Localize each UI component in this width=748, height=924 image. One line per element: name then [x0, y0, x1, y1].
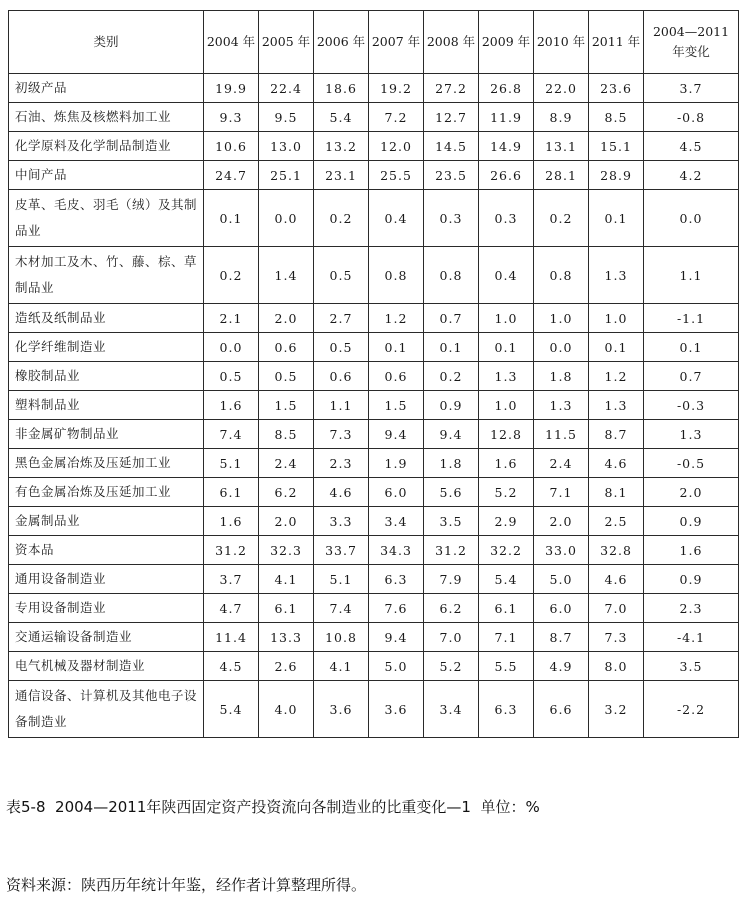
row-value: 34.3 — [369, 536, 424, 565]
row-change: 0.1 — [644, 333, 739, 362]
row-value: 0.2 — [534, 190, 589, 247]
row-change: 0.0 — [644, 190, 739, 247]
row-value: 26.8 — [479, 74, 534, 103]
row-value: 3.2 — [589, 681, 644, 738]
row-value: 7.4 — [314, 594, 369, 623]
row-change: 0.7 — [644, 362, 739, 391]
row-value: 6.3 — [479, 681, 534, 738]
row-category: 黑色金属冶炼及压延加工业 — [9, 449, 204, 478]
row-value: 4.6 — [589, 449, 644, 478]
row-change: -1.1 — [644, 304, 739, 333]
row-value: 6.3 — [369, 565, 424, 594]
row-value: 5.6 — [424, 478, 479, 507]
row-value: 23.6 — [589, 74, 644, 103]
row-value: 3.4 — [424, 681, 479, 738]
table-row — [9, 478, 739, 507]
row-value: 7.3 — [589, 623, 644, 652]
row-value: 7.6 — [369, 594, 424, 623]
row-value: 24.7 — [204, 161, 259, 190]
row-value: 32.8 — [589, 536, 644, 565]
table-row — [9, 74, 739, 103]
table-row — [9, 333, 739, 362]
row-value: 6.0 — [369, 478, 424, 507]
table-row — [9, 449, 739, 478]
header-year: 2010 年 — [534, 11, 589, 74]
row-value: 0.1 — [424, 333, 479, 362]
row-value: 14.5 — [424, 132, 479, 161]
row-change: 2.0 — [644, 478, 739, 507]
row-value: 5.2 — [424, 652, 479, 681]
row-value: 12.7 — [424, 103, 479, 132]
table-row — [9, 681, 739, 738]
row-value: 2.7 — [314, 304, 369, 333]
row-value: 0.6 — [314, 362, 369, 391]
row-change: -0.8 — [644, 103, 739, 132]
row-change: -4.1 — [644, 623, 739, 652]
header-year: 2004 年 — [204, 11, 259, 74]
row-value: 22.4 — [259, 74, 314, 103]
row-value: 3.6 — [369, 681, 424, 738]
row-category: 金属制品业 — [9, 507, 204, 536]
row-value: 1.9 — [369, 449, 424, 478]
row-value: 2.1 — [204, 304, 259, 333]
row-value: 32.2 — [479, 536, 534, 565]
row-value: 8.9 — [534, 103, 589, 132]
row-category: 资本品 — [9, 536, 204, 565]
row-value: 6.1 — [204, 478, 259, 507]
row-value: 0.7 — [424, 304, 479, 333]
row-value: 1.8 — [534, 362, 589, 391]
row-value: 9.3 — [204, 103, 259, 132]
row-value: 0.6 — [369, 362, 424, 391]
header-category: 类别 — [9, 11, 204, 74]
row-value: 28.9 — [589, 161, 644, 190]
row-value: 4.1 — [314, 652, 369, 681]
row-value: 5.4 — [479, 565, 534, 594]
row-change: -0.3 — [644, 391, 739, 420]
row-value: 6.0 — [534, 594, 589, 623]
row-value: 7.0 — [424, 623, 479, 652]
row-value: 1.6 — [204, 507, 259, 536]
row-value: 0.0 — [204, 333, 259, 362]
row-value: 0.2 — [314, 190, 369, 247]
table-row — [9, 623, 739, 652]
row-category: 石油、炼焦及核燃料加工业 — [9, 103, 204, 132]
row-value: 7.4 — [204, 420, 259, 449]
row-value: 4.0 — [259, 681, 314, 738]
row-category: 木材加工及木、竹、藤、棕、草制品业 — [9, 247, 204, 304]
row-value: 1.6 — [204, 391, 259, 420]
row-value: 5.0 — [534, 565, 589, 594]
row-value: 2.5 — [589, 507, 644, 536]
row-value: 4.6 — [589, 565, 644, 594]
row-value: 11.4 — [204, 623, 259, 652]
row-value: 5.4 — [204, 681, 259, 738]
row-value: 7.9 — [424, 565, 479, 594]
row-value: 32.3 — [259, 536, 314, 565]
table-row — [9, 304, 739, 333]
row-value: 3.6 — [314, 681, 369, 738]
row-change: 3.7 — [644, 74, 739, 103]
row-value: 12.0 — [369, 132, 424, 161]
row-value: 4.5 — [204, 652, 259, 681]
table-row — [9, 103, 739, 132]
header-year: 2008 年 — [424, 11, 479, 74]
table-row — [9, 536, 739, 565]
row-value: 8.0 — [589, 652, 644, 681]
row-value: 6.6 — [534, 681, 589, 738]
table-row — [9, 161, 739, 190]
row-value: 5.2 — [479, 478, 534, 507]
row-category: 塑料制品业 — [9, 391, 204, 420]
table-row — [9, 507, 739, 536]
caption-source: 资料来源：陕西历年统计年鉴，经作者计算整理所得。 — [6, 876, 367, 894]
row-value: 1.0 — [479, 391, 534, 420]
row-value: 7.0 — [589, 594, 644, 623]
row-value: 10.8 — [314, 623, 369, 652]
row-value: 1.0 — [589, 304, 644, 333]
row-value: 1.3 — [479, 362, 534, 391]
header-year: 2007 年 — [369, 11, 424, 74]
row-value: 9.5 — [259, 103, 314, 132]
row-value: 2.3 — [314, 449, 369, 478]
row-value: 5.4 — [314, 103, 369, 132]
row-value: 8.7 — [589, 420, 644, 449]
row-value: 4.1 — [259, 565, 314, 594]
row-value: 0.4 — [479, 247, 534, 304]
row-value: 11.9 — [479, 103, 534, 132]
row-value: 0.1 — [479, 333, 534, 362]
row-value: 6.1 — [479, 594, 534, 623]
row-value: 12.8 — [479, 420, 534, 449]
row-value: 14.9 — [479, 132, 534, 161]
row-value: 0.6 — [259, 333, 314, 362]
row-value: 13.0 — [259, 132, 314, 161]
row-change: 3.5 — [644, 652, 739, 681]
caption-title: 表5-8 2004—2011年陕西固定资产投资流向各制造业的比重变化—1 单位：% — [6, 798, 540, 816]
table-row — [9, 565, 739, 594]
row-category: 中间产品 — [9, 161, 204, 190]
row-value: 2.0 — [259, 507, 314, 536]
header-year: 2009 年 — [479, 11, 534, 74]
row-value: 5.1 — [314, 565, 369, 594]
row-value: 0.1 — [369, 333, 424, 362]
row-value: 1.8 — [424, 449, 479, 478]
table-caption — [6, 742, 540, 924]
row-value: 6.2 — [259, 478, 314, 507]
row-value: 22.0 — [534, 74, 589, 103]
row-value: 0.5 — [259, 362, 314, 391]
row-value: 28.1 — [534, 161, 589, 190]
row-value: 10.6 — [204, 132, 259, 161]
row-value: 7.1 — [534, 478, 589, 507]
row-value: 0.2 — [424, 362, 479, 391]
row-change: 4.5 — [644, 132, 739, 161]
row-category: 通信设备、计算机及其他电子设备制造业 — [9, 681, 204, 738]
row-value: 3.5 — [424, 507, 479, 536]
row-value: 3.4 — [369, 507, 424, 536]
row-value: 2.6 — [259, 652, 314, 681]
row-value: 5.1 — [204, 449, 259, 478]
row-value: 8.7 — [534, 623, 589, 652]
row-category: 化学纤维制造业 — [9, 333, 204, 362]
row-value: 1.2 — [589, 362, 644, 391]
row-value: 13.3 — [259, 623, 314, 652]
row-change: 1.6 — [644, 536, 739, 565]
row-value: 4.9 — [534, 652, 589, 681]
row-category: 皮革、毛皮、羽毛（绒）及其制品业 — [9, 190, 204, 247]
row-value: 0.5 — [204, 362, 259, 391]
table-row — [9, 652, 739, 681]
data-table — [8, 10, 739, 738]
row-change: 0.9 — [644, 507, 739, 536]
row-value: 0.3 — [479, 190, 534, 247]
row-value: 1.6 — [479, 449, 534, 478]
row-category: 非金属矿物制品业 — [9, 420, 204, 449]
row-value: 0.2 — [204, 247, 259, 304]
table-row — [9, 391, 739, 420]
row-value: 7.1 — [479, 623, 534, 652]
row-value: 2.4 — [534, 449, 589, 478]
row-value: 23.5 — [424, 161, 479, 190]
row-value: 0.1 — [204, 190, 259, 247]
row-value: 0.1 — [589, 190, 644, 247]
row-change: -0.5 — [644, 449, 739, 478]
table-row — [9, 420, 739, 449]
row-value: 1.3 — [589, 247, 644, 304]
row-value: 8.1 — [589, 478, 644, 507]
row-value: 23.1 — [314, 161, 369, 190]
row-value: 9.4 — [424, 420, 479, 449]
header-row — [9, 11, 739, 74]
row-value: 0.5 — [314, 333, 369, 362]
row-value: 1.2 — [369, 304, 424, 333]
row-value: 19.2 — [369, 74, 424, 103]
row-change: 1.1 — [644, 247, 739, 304]
header-year: 2005 年 — [259, 11, 314, 74]
row-category: 造纸及纸制品业 — [9, 304, 204, 333]
table-row — [9, 247, 739, 304]
row-value: 18.6 — [314, 74, 369, 103]
row-value: 2.9 — [479, 507, 534, 536]
row-value: 3.7 — [204, 565, 259, 594]
row-value: 0.3 — [424, 190, 479, 247]
row-value: 5.5 — [479, 652, 534, 681]
row-change: 4.2 — [644, 161, 739, 190]
row-value: 0.8 — [424, 247, 479, 304]
row-value: 0.5 — [314, 247, 369, 304]
row-category: 交通运输设备制造业 — [9, 623, 204, 652]
row-value: 5.0 — [369, 652, 424, 681]
table-row — [9, 362, 739, 391]
row-value: 25.5 — [369, 161, 424, 190]
row-change: 2.3 — [644, 594, 739, 623]
row-value: 1.1 — [314, 391, 369, 420]
row-category: 通用设备制造业 — [9, 565, 204, 594]
row-value: 0.1 — [589, 333, 644, 362]
table-body — [9, 74, 739, 738]
row-value: 0.8 — [534, 247, 589, 304]
row-value: 25.1 — [259, 161, 314, 190]
row-value: 7.2 — [369, 103, 424, 132]
row-category: 电气机械及器材制造业 — [9, 652, 204, 681]
header-year: 2011 年 — [589, 11, 644, 74]
row-value: 6.1 — [259, 594, 314, 623]
row-category: 初级产品 — [9, 74, 204, 103]
row-value: 7.3 — [314, 420, 369, 449]
table-row — [9, 594, 739, 623]
row-value: 0.4 — [369, 190, 424, 247]
row-value: 8.5 — [589, 103, 644, 132]
row-value: 19.9 — [204, 74, 259, 103]
row-value: 9.4 — [369, 623, 424, 652]
row-value: 0.0 — [259, 190, 314, 247]
row-change: -2.2 — [644, 681, 739, 738]
row-value: 33.0 — [534, 536, 589, 565]
table-row — [9, 190, 739, 247]
row-value: 4.6 — [314, 478, 369, 507]
row-value: 2.4 — [259, 449, 314, 478]
header-change-line2: 年变化 — [672, 44, 710, 59]
row-value: 1.0 — [534, 304, 589, 333]
row-value: 33.7 — [314, 536, 369, 565]
row-value: 0.9 — [424, 391, 479, 420]
row-value: 1.4 — [259, 247, 314, 304]
header-change — [644, 11, 739, 74]
row-change: 0.9 — [644, 565, 739, 594]
row-value: 1.3 — [589, 391, 644, 420]
row-value: 15.1 — [589, 132, 644, 161]
row-value: 1.5 — [259, 391, 314, 420]
header-year: 2006 年 — [314, 11, 369, 74]
row-value: 27.2 — [424, 74, 479, 103]
row-category: 化学原料及化学制品制造业 — [9, 132, 204, 161]
row-value: 3.3 — [314, 507, 369, 536]
row-value: 31.2 — [204, 536, 259, 565]
row-value: 6.2 — [424, 594, 479, 623]
row-value: 11.5 — [534, 420, 589, 449]
row-category: 橡胶制品业 — [9, 362, 204, 391]
row-value: 2.0 — [534, 507, 589, 536]
row-value: 0.0 — [534, 333, 589, 362]
row-category: 有色金属冶炼及压延加工业 — [9, 478, 204, 507]
row-value: 26.6 — [479, 161, 534, 190]
row-value: 13.1 — [534, 132, 589, 161]
row-value: 8.5 — [259, 420, 314, 449]
row-category: 专用设备制造业 — [9, 594, 204, 623]
row-change: 1.3 — [644, 420, 739, 449]
table-row — [9, 132, 739, 161]
row-value: 1.3 — [534, 391, 589, 420]
row-value: 4.7 — [204, 594, 259, 623]
row-value: 1.0 — [479, 304, 534, 333]
header-change-line1: 2004—2011 — [652, 24, 730, 39]
row-value: 9.4 — [369, 420, 424, 449]
row-value: 0.8 — [369, 247, 424, 304]
row-value: 31.2 — [424, 536, 479, 565]
row-value: 13.2 — [314, 132, 369, 161]
row-value: 2.0 — [259, 304, 314, 333]
row-value: 1.5 — [369, 391, 424, 420]
